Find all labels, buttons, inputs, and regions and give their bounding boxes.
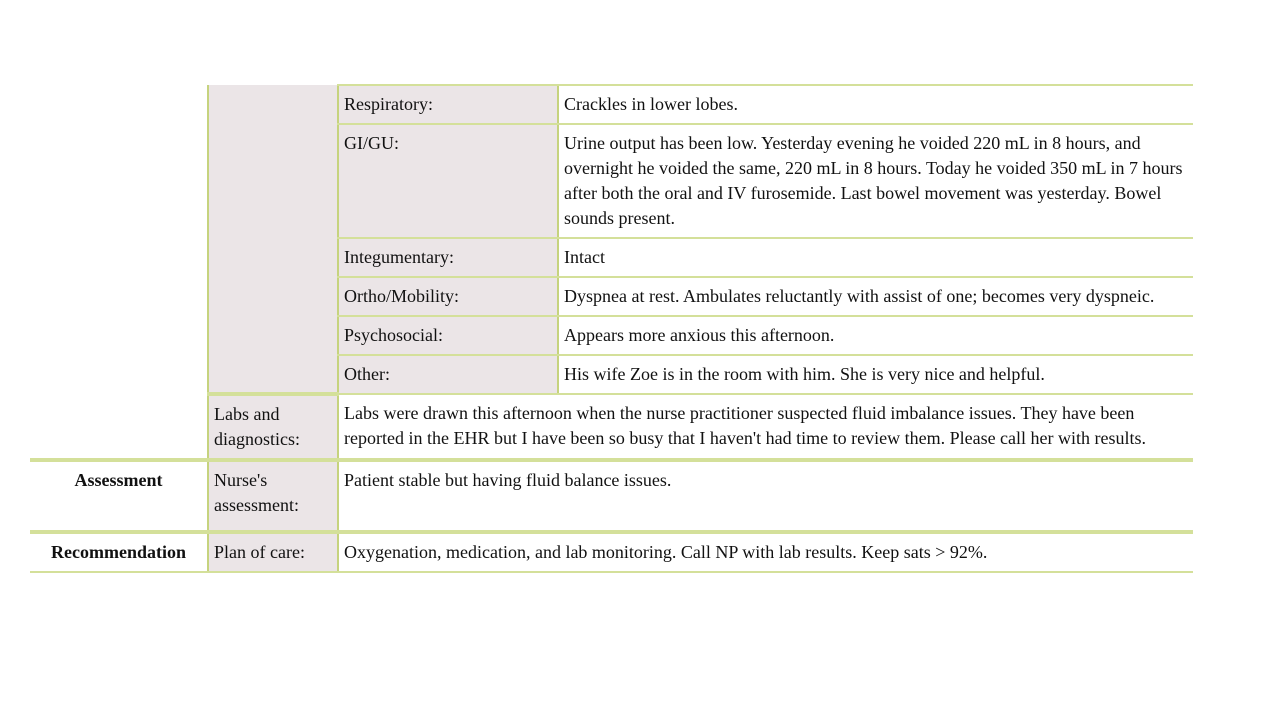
row-label: Ortho/Mobility:	[338, 277, 558, 316]
nurse-assessment-label: Nurse's assessment:	[208, 460, 338, 532]
section-title-recommendation: Recommendation	[30, 532, 208, 572]
labs-label: Labs and diagnostics:	[208, 394, 338, 460]
category-cell-empty	[208, 85, 338, 394]
row-value: Crackles in lower lobes.	[558, 85, 1193, 124]
table-row	[30, 460, 1193, 532]
row-value: Urine output has been low. Yesterday evening he voided 220 mL in 8 hours, and overnight he voided the same, 220 mL in 8 hours. Today he voided 350 mL in 7 hours after both the oral and IV furosemide. Last bowel movement was yesterday. Bowel sounds present.	[558, 124, 1193, 238]
section-title-assessment: Assessment	[30, 460, 208, 532]
row-label: Respiratory:	[338, 85, 558, 124]
plan-of-care-value: Oxygenation, medication, and lab monitoring. Call NP with lab results. Keep sats > 92%.	[338, 532, 1193, 572]
row-label: Other:	[338, 355, 558, 394]
row-label: Psychosocial:	[338, 316, 558, 355]
table-row	[30, 532, 1193, 572]
row-value: His wife Zoe is in the room with him. She is very nice and helpful.	[558, 355, 1193, 394]
row-value: Dyspnea at rest. Ambulates reluctantly with assist of one; becomes very dyspneic.	[558, 277, 1193, 316]
sbar-report-table	[30, 84, 1193, 573]
table-row	[30, 85, 1193, 124]
nurse-assessment-value: Patient stable but having fluid balance issues.	[338, 460, 1193, 532]
labs-value: Labs were drawn this afternoon when the nurse practitioner suspected fluid imbalance issues. They have been reported in the EHR but I have been so busy that I haven't had time to review them. Please call her with results.	[338, 394, 1193, 460]
row-label: Integumentary:	[338, 238, 558, 277]
section-cell-empty	[30, 85, 208, 460]
plan-of-care-label: Plan of care:	[208, 532, 338, 572]
row-label: GI/GU:	[338, 124, 558, 238]
row-value: Appears more anxious this afternoon.	[558, 316, 1193, 355]
row-value: Intact	[558, 238, 1193, 277]
